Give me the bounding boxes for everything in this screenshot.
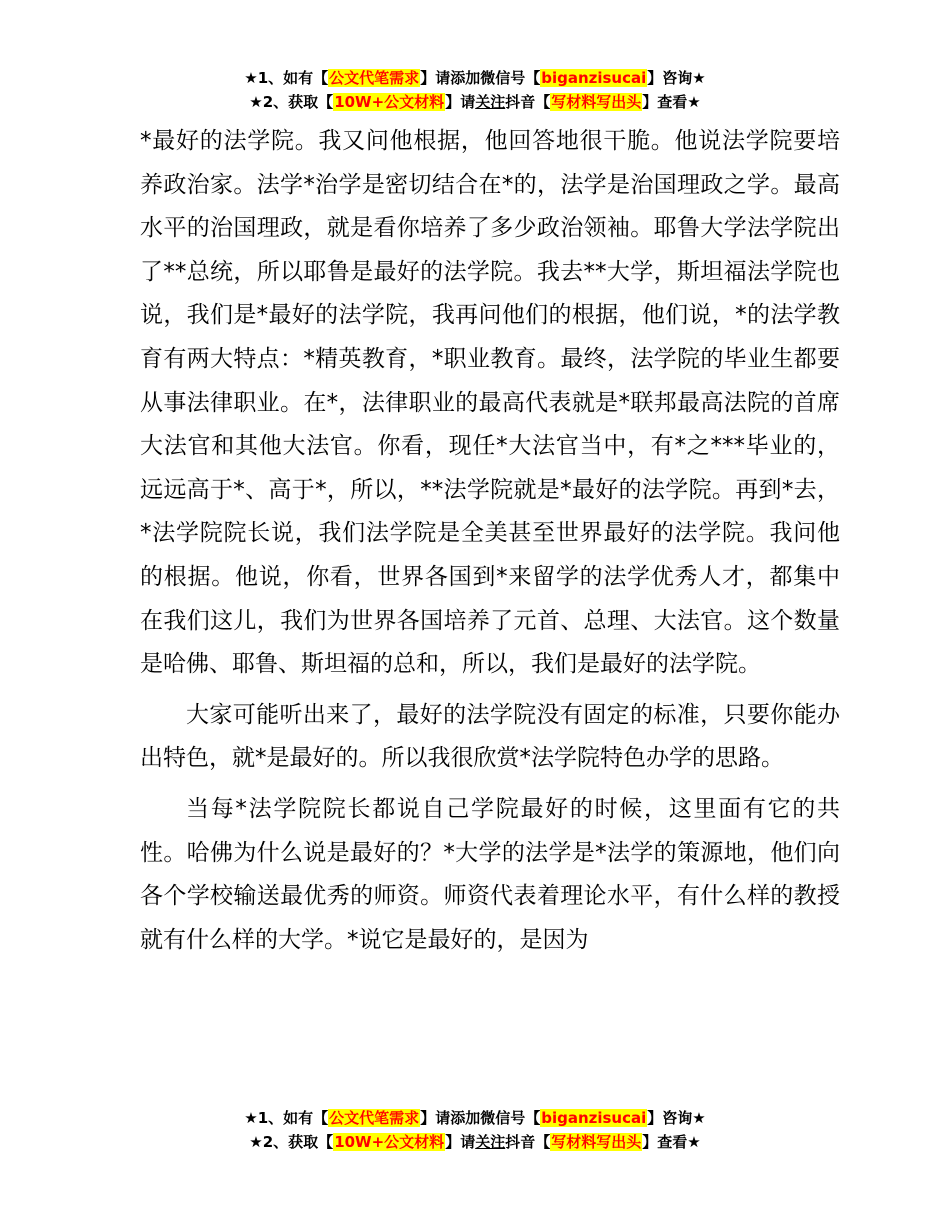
banner-line-1	[0, 66, 950, 90]
banner-line-2-mid-a: 】请	[445, 93, 476, 111]
banner-highlight-douyin: 写材料写出头	[551, 93, 642, 111]
footer-line-2	[0, 1130, 950, 1154]
document-body	[140, 120, 840, 962]
banner-line-2-suffix: 】查看★	[642, 93, 701, 111]
banner-underlined-follow: 关注	[475, 93, 506, 111]
paragraph-3: 当每*法学院院长都说自己学院最好的时候，这里面有它的共性。哈佛为什么说是最好的？*大学的法学是*法学的策源地，他们向各个学校输送最优秀的师资。师资代表着理论水平，有什么样的教授就有什么样的大学。*说它是最好的，是因为	[140, 795, 840, 953]
header-banner	[0, 66, 950, 114]
footer-highlight-materials: 10W+公文材料	[334, 1133, 445, 1151]
footer-line-1	[0, 1106, 950, 1130]
banner-line-1-suffix: 】咨询★	[647, 69, 706, 87]
banner-line-2-mid-b: 抖音【	[505, 93, 551, 111]
paragraph-2: 大家可能听出来了，最好的法学院没有固定的标准，只要你能办出特色，就*是最好的。所以我很欣赏*法学院特色办学的思路。	[140, 701, 840, 772]
banner-highlight-materials: 10W+公文材料	[334, 93, 445, 111]
paragraph-1: *最好的法学院。我又问他根据，他回答地很干脆。他说法学院要培养政治家。法学*治学是密切结合在*的，法学是治国理政之学。最高水平的治国理政，就是看你培养了多少政治领袖。耶鲁大学法学院出了**总统，所以耶鲁是最好的法学院。我去**大学，斯坦福法学院也说，我们是*最好的法学院，我再问他们的根据，他们说，*的法学教育有两大特点：*精英教育，*职业教育。最终，法学院的毕业生都要从事法律职业。在*，法律职业的最高代表就是*联邦最高法院的首席大法官和其他大法官。你看，现任*大法官当中，有*之***毕业的，远远高于*、高于*，所以，**法学院就是*最好的法学院。再到*去，*法学院院长说，我们法学院是全美甚至世界最好的法学院。我问他的根据。他说，你看，世界各国到*来留学的法学优秀人才，都集中在我们这儿，我们为世界各国培养了元首、总理、大法官。这个数量是哈佛、耶鲁、斯坦福的总和，所以，我们是最好的法学院。	[140, 128, 840, 678]
footer-highlight-douyin: 写材料写出头	[551, 1133, 642, 1151]
footer-highlight-wechat-id: biganzisucai	[541, 1109, 647, 1127]
footer-line-1-mid: 】请添加微信号【	[420, 1109, 541, 1127]
banner-highlight-ghostwriting: 公文代笔需求	[329, 69, 420, 87]
footer-line-2-mid-b: 抖音【	[505, 1133, 551, 1151]
footer-line-2-suffix: 】查看★	[642, 1133, 701, 1151]
footer-line-1-prefix: ★1、如有【	[244, 1109, 329, 1127]
banner-line-1-mid: 】请添加微信号【	[420, 69, 541, 87]
footer-line-2-prefix: ★2、获取【	[249, 1133, 334, 1151]
banner-line-2-prefix: ★2、获取【	[249, 93, 334, 111]
banner-highlight-wechat-id: biganzisucai	[541, 69, 647, 87]
banner-line-1-prefix: ★1、如有【	[244, 69, 329, 87]
footer-line-2-mid-a: 】请	[445, 1133, 476, 1151]
footer-banner	[0, 1106, 950, 1154]
footer-line-1-suffix: 】咨询★	[647, 1109, 706, 1127]
footer-highlight-ghostwriting: 公文代笔需求	[329, 1109, 420, 1127]
footer-underlined-follow: 关注	[475, 1133, 506, 1151]
banner-line-2	[0, 90, 950, 114]
